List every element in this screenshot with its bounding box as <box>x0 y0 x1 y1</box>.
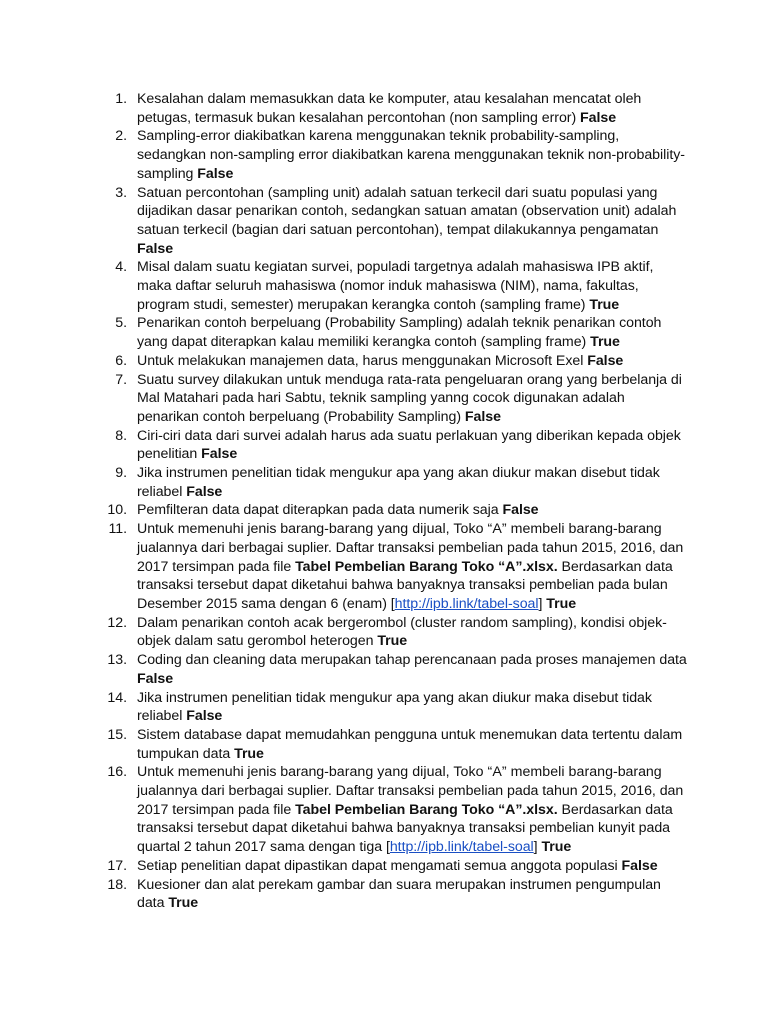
item-number: 10. <box>107 502 127 519</box>
answer-label: False <box>186 708 223 725</box>
item-text: -barang jualannya dari berbagai suplier. Daftar transaksi pembelian pada tahun 2015, 2016, dan 2017 tersimpan pada file <box>137 521 684 575</box>
list-item <box>0 857 768 876</box>
answer-label: True <box>546 595 577 612</box>
item-text: Berdasarkan data transaksi tersebut dapat diketahui bahwa banyaknya transaksi pembelian kunyit pada quartal 2 tahun 2017 sama dengan tiga [ <box>137 801 673 856</box>
item-number: 14. <box>107 689 127 706</box>
item-number: 1. <box>115 91 127 107</box>
answer-label: False <box>464 408 501 425</box>
list-item <box>0 314 768 351</box>
list-item <box>0 184 768 259</box>
answer-label: False <box>137 240 174 257</box>
item-text: Coding dan cleaning data merupakan tahap perencanaan pada proses manajemen data <box>137 652 687 669</box>
item-text: Untuk memenuhi jenis barang- <box>137 521 329 538</box>
item-text: ] <box>533 839 542 856</box>
item-text: Sampling-error diakibatkan karena menggunakan teknik probability-sampling, sedangkan non-sampling error diakibatkan karena menggunakan teknik non-probability-sampling <box>137 128 685 182</box>
link[interactable]: http://ipb.link/tabel-soal <box>394 595 539 612</box>
item-text: Penarikan contoh berpeluang (Probability Sampling) adalah teknik penarikan contoh yang dapat diterapkan kalau memiliki kerangka contoh (sampling frame) <box>137 315 662 351</box>
bold-text: Tabel Pembelian Barang Toko “A”.xlsx. <box>295 801 558 818</box>
item-text: barang yang dijual, Toko “A” membeli barang <box>328 764 614 781</box>
item-text: Pemfilteran data dapat diterapkan pada data numerik saja <box>137 502 503 519</box>
item-number: 13. <box>107 652 127 669</box>
answer-label: False <box>502 502 539 519</box>
item-text: Berdasarkan data transaksi tersebut dapat diketahui bahwa banyaknya transaksi pembelian pada bulan Desember 2015 sama dengan 6 (enam) [ <box>137 558 673 612</box>
list-item <box>0 501 768 520</box>
item-text: Suatu survey dilakukan untuk menduga rata-rata pengeluaran orang yang berbelanja di Mal Matahari pada hari Sabtu, teknik sampling yanng cocok digunakan adalah penarikan contoh berpeluang (Probability Sampling) <box>137 371 682 425</box>
item-number: 15. <box>107 726 127 743</box>
item-number: 4. <box>115 259 127 276</box>
item-number: 5. <box>115 315 127 332</box>
answer-label: True <box>234 745 264 762</box>
answer-label: True <box>377 633 408 650</box>
list-item <box>0 427 768 464</box>
item-number: 18. <box>107 876 127 893</box>
answer-label: True <box>541 839 572 856</box>
item-text: Jika instrumen penelitian tidak mengukur apa yang akan diukur maka disebut tidak reliabel <box>137 689 652 725</box>
item-number: 8. <box>115 427 127 444</box>
item-number: 16. <box>107 764 127 781</box>
item-text: ] <box>538 595 547 612</box>
list-item <box>0 689 768 726</box>
bold-text: Tabel Pembelian Barang Toko “A”.xlsx. <box>295 558 558 575</box>
item-text: Jika instrumen penelitian tidak mengukur apa yang akan diukur makan disebut tidak reliabel <box>137 465 660 500</box>
answer-label: True <box>590 334 620 351</box>
list-item <box>0 520 768 614</box>
item-text: Misal dalam suatu kegiatan survei, populadi targetnya adalah mahasiswa IPB aktif, maka daftar seluruh mahasiswa (nomor induk mahasiswa (NIM), nama, fakultas, program studi, semester) merupakan kerangka contoh (sampling frame) <box>137 259 654 313</box>
item-text: Setiap penelitian dapat dipastikan dapat mengamati semua anggota populasi <box>137 857 622 874</box>
item-text: Dalam penarikan contoh acak bergerombol (cluster random sampling), kondisi objek-objek dalam satu gerombol heterogen <box>137 614 667 650</box>
list-item <box>0 614 768 651</box>
answer-label: False <box>137 670 174 687</box>
answer-label: False <box>201 446 238 463</box>
item-text: Untuk melakukan manajemen data, harus menggunakan Microsoft Exel <box>137 352 588 369</box>
item-text: Ciri-ciri data dari survei adalah harus ada suatu perlakuan yang diberikan kepada objek penelitian <box>137 427 681 463</box>
item-number: 17. <box>107 857 127 874</box>
item-text: Satuan percontohan (sampling unit) adalah satuan terkecil dari suatu populasi yang dijadikan dasar penarikan contoh, sedangkan satuan amatan (observation unit) adalah satuan terkecil (bagian dari satuan percontohan), tempat dilakukannya pengamatan <box>137 184 677 238</box>
item-number: 12. <box>107 614 127 631</box>
list-item <box>0 763 768 857</box>
answer-label: False <box>580 109 617 126</box>
item-text: -barang jualannya dari berbagai suplier. Daftar transaksi pembelian pada tahun 2015, 2016, dan 2017 tersimpan pada file <box>137 764 684 818</box>
item-text: barang yang dijual, Toko “A” membeli barang <box>328 521 614 538</box>
list-item <box>0 464 768 501</box>
list-item <box>0 726 768 763</box>
item-text: Kuesioner dan alat perekam gambar dan suara merupakan instrumen pengumpulan data <box>137 876 661 912</box>
list-item <box>0 352 768 371</box>
list-item <box>0 876 768 913</box>
list-item <box>0 371 768 427</box>
question-list <box>0 90 768 913</box>
list-item <box>0 258 768 314</box>
item-number: 7. <box>115 371 127 388</box>
list-item <box>0 127 768 183</box>
answer-label: False <box>197 165 234 182</box>
list-item <box>0 90 768 127</box>
link[interactable]: http://ipb.link/tabel-soal <box>389 839 534 856</box>
answer-label: True <box>168 895 199 912</box>
answer-label: False <box>186 483 223 500</box>
item-text: Sistem database dapat memudahkan pengguna untuk menemukan data tertentu dalam tumpukan data <box>137 726 683 762</box>
item-text: Untuk memenuhi jenis barang- <box>137 764 329 781</box>
answer-label: False <box>587 352 624 369</box>
item-text: Kesalahan dalam memasukkan data ke komputer, atau kesalahan mencatat oleh petugas, termasuk bukan kesalahan percontohan (non sampling error) <box>137 91 642 126</box>
item-number: 3. <box>115 184 127 201</box>
item-number: 6. <box>115 352 127 369</box>
item-number: 2. <box>115 128 127 145</box>
answer-label: True <box>589 296 620 313</box>
item-number: 11. <box>108 521 127 538</box>
answer-label: False <box>621 857 658 874</box>
item-number: 9. <box>115 465 127 482</box>
list-item <box>0 651 768 688</box>
